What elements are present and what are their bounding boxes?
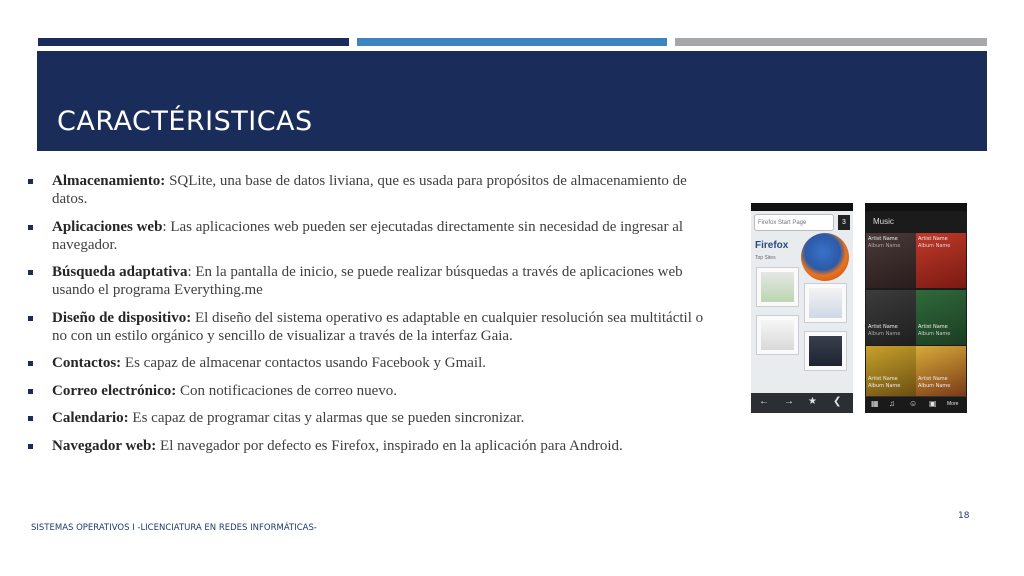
album-tile: [916, 346, 966, 396]
bullet-icon: [28, 225, 33, 230]
footer-course: SISTEMAS OPERATIVOS I -LICENCIATURA EN REDES INFORMÁTICAS-: [31, 523, 317, 533]
arrow-left-icon: ←: [759, 396, 769, 407]
mix-icon: ♫: [889, 399, 895, 408]
site-thumbnail: [804, 331, 847, 371]
artist-name: Artist Name: [918, 376, 948, 382]
firefox-screenshot: [751, 203, 853, 413]
item-text: Con notificaciones de correo nuevo.: [176, 382, 398, 399]
title-band: [37, 51, 987, 151]
top-sites-heading: Top Sites: [755, 255, 776, 261]
item-term: Correo electrónico:: [52, 382, 177, 399]
list-item: [28, 218, 718, 254]
artist-name: Artist Name: [868, 236, 898, 242]
more-label: More: [947, 401, 959, 407]
star-icon: ★: [808, 396, 817, 407]
feature-list: [28, 172, 718, 464]
album-icon: ▣: [929, 399, 937, 408]
item-term: Búsqueda adaptativa: [52, 264, 188, 280]
bullet-icon: [28, 179, 33, 184]
album-name: Album Name: [868, 331, 901, 337]
browser-toolbar: [751, 393, 853, 413]
item-text: : En la pantalla de inicio, se puede realizar búsquedas a través de aplicaciones web usando el programa Everything.me: [52, 264, 683, 298]
item-text: : Las aplicaciones web pueden ser ejecutadas directamente sin necesidad de ingresar al navegador.: [52, 218, 684, 253]
music-toolbar: [865, 396, 967, 413]
list-icon: ▦: [871, 399, 879, 408]
firefox-wordmark: Firefox: [755, 240, 789, 251]
user-icon: ☺: [909, 399, 918, 408]
album-tile: [866, 346, 916, 396]
album-name: Album Name: [868, 243, 901, 249]
album-tile: [916, 290, 966, 345]
item-text: El diseño del sistema operativo es adaptable en cualquier resolución sea multitáctil o no con un estilo orgánico y sencillo de visualizar a través de la interfaz Gaia.: [52, 309, 704, 344]
artist-name: Artist Name: [918, 324, 948, 330]
album-name: Album Name: [918, 331, 951, 337]
accent-bar-blue: [357, 38, 667, 46]
item-term: Calendario:: [52, 410, 129, 426]
album-tile: [866, 233, 916, 288]
artist-name: Artist Name: [868, 324, 898, 330]
status-bar: [865, 203, 967, 211]
accent-bar-gray: [675, 38, 987, 46]
album-name: Album Name: [918, 383, 951, 389]
list-item: [28, 309, 718, 345]
item-term: Navegador web:: [52, 437, 157, 454]
album-tile: [866, 290, 916, 345]
bullet-icon: [28, 270, 33, 275]
list-item: [28, 263, 718, 299]
accent-bar-navy: [38, 38, 349, 46]
status-bar: [751, 203, 853, 211]
list-item: [28, 172, 718, 208]
list-item: [28, 437, 718, 455]
bullet-icon: [28, 389, 33, 394]
item-term: Contactos:: [52, 355, 122, 371]
site-thumbnail: [756, 315, 799, 355]
share-icon: ❮: [833, 396, 842, 407]
arrow-right-icon: →: [784, 396, 794, 407]
item-text: SQLite, una base de datos liviana, que es usada para propósitos de almacenamiento de datos.: [52, 173, 687, 207]
firefox-logo-icon: [801, 233, 849, 281]
site-thumbnail: [804, 283, 847, 323]
page-number: 18: [958, 511, 970, 521]
item-text: Es capaz de almacenar contactos usando Facebook y Gmail.: [121, 355, 487, 371]
bullet-icon: [28, 416, 33, 421]
item-term: Almacenamiento:: [52, 173, 166, 189]
artist-name: Artist Name: [868, 376, 898, 382]
list-item: [28, 382, 718, 400]
album-name: Album Name: [918, 243, 951, 249]
tab-count-badge: 3: [838, 215, 850, 230]
site-thumbnail: [756, 267, 799, 307]
item-text: El navegador por defecto es Firefox, inspirado en la aplicación para Android.: [156, 437, 623, 454]
bullet-icon: [28, 444, 33, 449]
bullet-icon: [28, 361, 33, 366]
bullet-icon: [28, 316, 33, 321]
item-term: Aplicaciones web: [52, 218, 163, 235]
slide-title: CARACTÉRISTICAS: [57, 106, 313, 137]
list-item: [28, 354, 718, 372]
album-tile: [916, 233, 966, 288]
item-term: Diseño de dispositivo:: [52, 309, 192, 326]
album-name: Album Name: [868, 383, 901, 389]
artist-name: Artist Name: [918, 236, 948, 242]
music-header: Music: [873, 217, 894, 226]
music-app-screenshot: [865, 203, 967, 413]
list-item: [28, 409, 718, 427]
item-text: Es capaz de programar citas y alarmas que se pueden sincronizar.: [128, 410, 525, 426]
url-bar: Firefox Start Page: [754, 214, 834, 231]
